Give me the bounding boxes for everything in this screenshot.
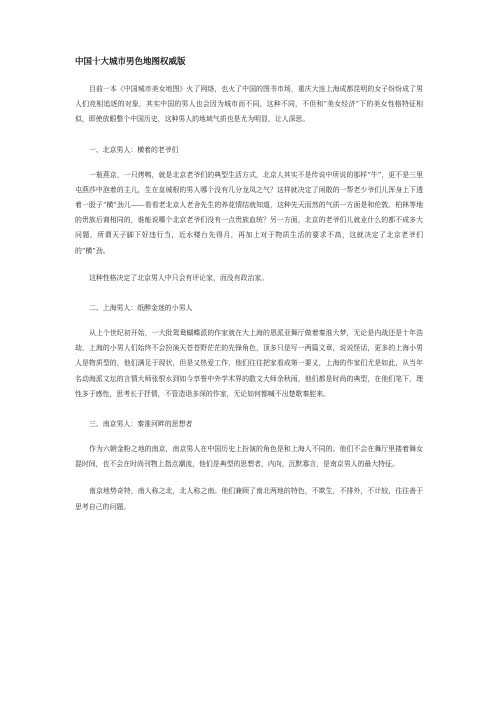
spacer (75, 156, 423, 168)
spacer (75, 128, 423, 144)
section-paragraph: 这种性格决定了北京男人中只会有评论家，而没有政治家。 (89, 273, 269, 282)
spacer (75, 314, 423, 326)
spacer (75, 472, 423, 484)
article-title: 中国十大城市男色地图权威版 (75, 57, 186, 67)
section-heading-shanghai: 二、上海男人：纸醉金迷的小男人 (89, 304, 193, 313)
intro-paragraph: 目前一本《中国城市美女地图》火了网络，也火了中国的图书市场，重庆大连上海成都昆明的女子纷纷成了男人们竞相追逐的对象，其实中国的男人也会因为城市而不同，这种不同，不但和“美女经济”下的美女性格特征相似，即使放眼整个中国历史，这种男人的地域气质也是尤为明显，让人深思。 (75, 85, 423, 124)
section-heading-beijing: 一、北京男人：横着的老爷们 (89, 145, 179, 154)
section-heading-nanjing: 三、南京男人：秦淮河畔的思想者 (89, 420, 193, 429)
section-paragraph: 南京地势奇特，南人称之北，北人称之南。他们兼顾了南北两地的特色，不欺生，不排外，不计较，往往善于思考自己的问题。 (75, 487, 423, 511)
spacer (75, 259, 423, 271)
spacer (75, 402, 423, 418)
spacer (75, 430, 423, 442)
spacer (75, 286, 423, 302)
section-paragraph: 作为六朝金粉之地的南京，南京男人在中国历史上扮演的角色是和上海人不同的。他们不会在舞厅里搂着舞女混时间，也不会在时尚刊物上指点潮流，他们是典型的思想者，内向，沉默寡言，是南京男人的最大特征。 (75, 445, 423, 469)
section-paragraph: 一瓶燕京，一只烤鸭，就是北京老爷们的典型生活方式，北京人其实不是传说中所说的那样“牛”，更不是三里屯燕莎中泡着的主儿，生在皇城根的男人哪个没有几分龙凤之气？这样就决定了闲散的一帮老少爷们儿浑身上下透着一股子“横”劲儿——看看老北京人老舍先生的养花情结就知道，这种先天而然的气质一方面是和伦敦、柏林等地的贵族后裔相同的，谁能说哪个北京老爷们没有一点贵族血统？另一方面，北京的老爷们儿就业什么的都不成多大问题，所谓天子脚下好违行当，近水楼台先得月，再加上对于物质生活的要求不高，这就决定了北京老爷们的“横”劲。 (75, 170, 423, 255)
section-paragraph: 从上个世纪初开始，一大批鸳鸯蝴蝶派的作家就在大上海的恩派亚舞厅做着秦淮大梦，无论是内战还是十年浩劫，上海的小男人们始终不会扮演天苍苍野茫茫的先锋角色，顶多只是写一两篇文章，说说怪话，更多的上海小男人是物质型的，他们满足于现状，但是又热爱工作，他们往往把家看成第一要义，上海的作家们尤是如此，从当年名动海派文坛的言情大师张恨水到如今享誉中外学术界的散文大师余秋雨，他们都是时尚的典型，在他们笔下，理性多于感性，思考长于抒情，不管造诣多深的作家，无论如何都喊不出楚歌秦腔来。 (75, 329, 423, 398)
document-page (75, 56, 423, 515)
